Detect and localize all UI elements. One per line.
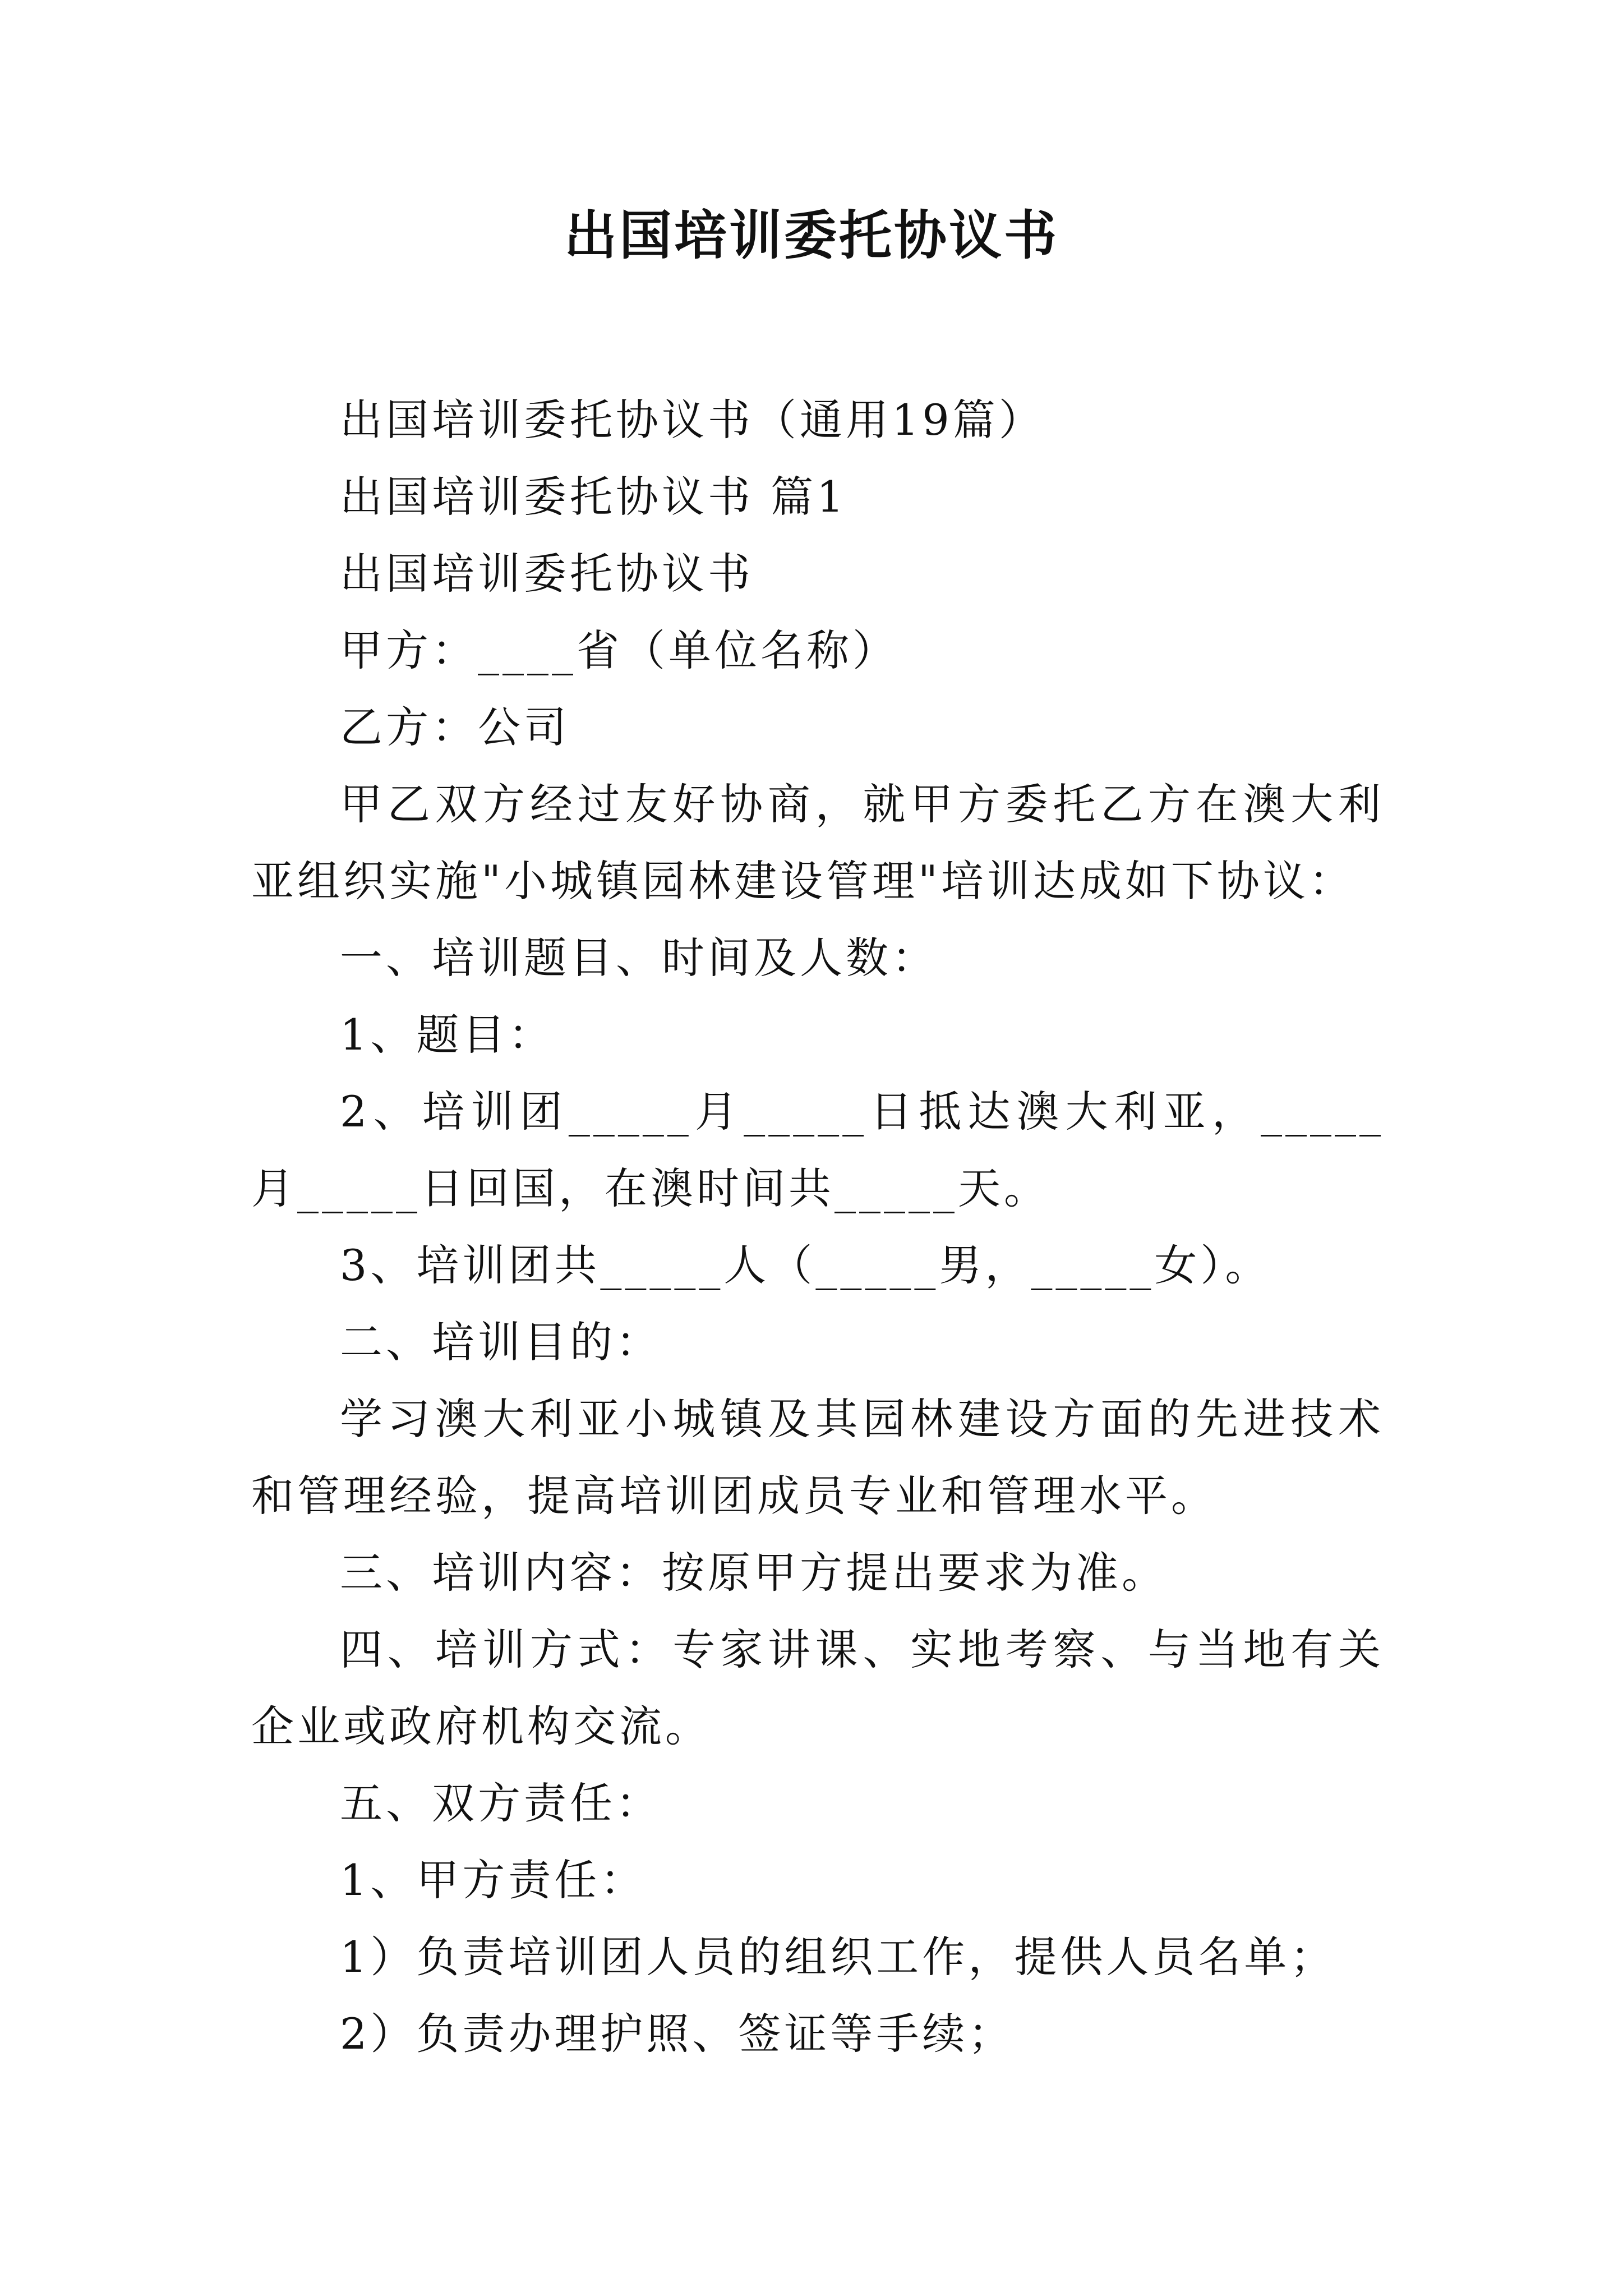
- document-body: [251, 381, 1384, 2072]
- paragraph-clause-5-heading: 五、双方责任：: [340, 1778, 662, 1828]
- paragraph-clause-3: 三、培训内容：按原甲方提出要求为准。: [340, 1548, 1168, 1598]
- paragraph-agreement-title: 出国培训委托协议书: [340, 549, 754, 599]
- paragraph-clause-1-2: 2、培训团_____月_____日抵达澳大利亚，_____月_____日回国，在澳时间共_____天。: [251, 1087, 1384, 1213]
- document-title: 出国培训委托协议书: [564, 205, 1059, 266]
- paragraph-clause-5-1-2: 2）负责办理护照、签证等手续；: [340, 2009, 1015, 2059]
- paragraph-clause-2-body: 学习澳大利亚小城镇及其园林建设方面的先进技术和管理经验，提高培训团成员专业和管理水平。: [251, 1394, 1384, 1521]
- paragraph-clause-2-heading: 二、培训目的：: [340, 1317, 662, 1367]
- paragraph-clause-1-3: 3、培训团共_____人（_____男，_____女）。: [340, 1240, 1271, 1290]
- paragraph-clause-1-heading: 一、培训题目、时间及人数：: [340, 933, 938, 983]
- paragraph-party-a: 甲方：____省（单位名称）: [340, 625, 898, 675]
- paragraph-subtitle: 出国培训委托协议书（通用19篇）: [340, 395, 1045, 445]
- paragraph-section-heading: 出国培训委托协议书 篇1: [340, 472, 847, 522]
- paragraph-clause-1-1: 1、题目：: [340, 1010, 555, 1060]
- paragraph-clause-5-1-1: 1）负责培训团人员的组织工作，提供人员名单；: [340, 1932, 1336, 1982]
- paragraph-clause-5-1: 1、甲方责任：: [340, 1855, 647, 1905]
- paragraph-clause-4: 四、培训方式：专家讲课、实地考察、与当地有关企业或政府机构交流。: [251, 1625, 1384, 1751]
- paragraph-preamble: 甲乙双方经过友好协商，就甲方委托乙方在澳大利亚组织实施"小城镇园林建设管理"培训达成如下协议：: [251, 779, 1384, 906]
- paragraph-party-b: 乙方：公司: [340, 702, 570, 752]
